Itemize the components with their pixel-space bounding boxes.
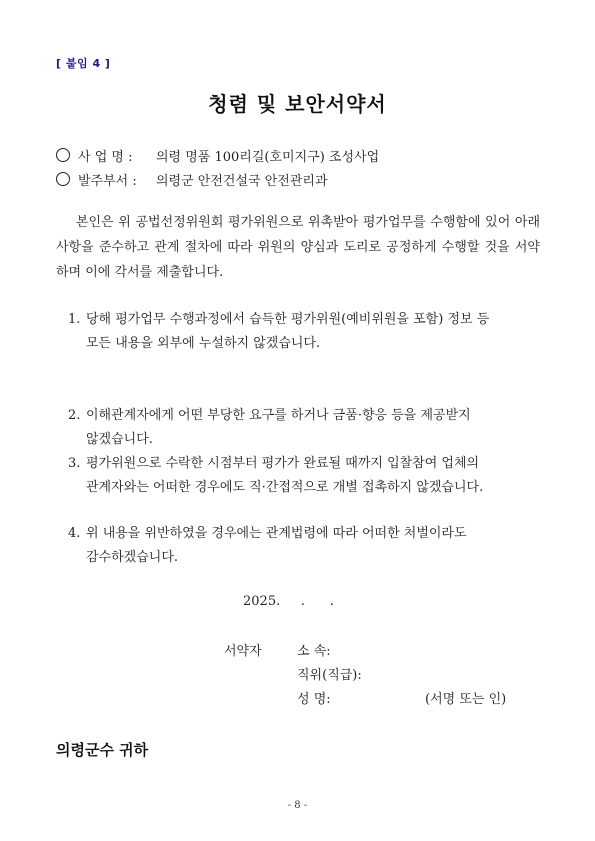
item-text-line2: 않겠습니다. [86, 432, 153, 447]
intro-paragraph: 본인은 위 공법선정위원회 평가위원으로 위촉받아 평가업무를 수행함에 있어 아래사항을 준수하고 관계 절차에 따라 위원의 양심과 도리로 공정하게 수행할 것을 서약하며 이에 각서를 제출합니다. [56, 215, 540, 280]
department-value: 의령군 안전건설국 안전관리과 [156, 174, 328, 189]
affiliation-label: 소 속: [297, 644, 331, 659]
item-text-line1: 위 내용을 위반하였을 경우에는 관계법령에 따라 어떠한 처벌이라도 [86, 526, 467, 541]
item-number: 3. [68, 456, 81, 471]
page-number: - 8 - [287, 800, 308, 811]
department-info [56, 170, 328, 189]
item-text-line2: 관계자와는 어떠한 경우에도 직·간접적으로 개별 접촉하지 않겠습니다. [86, 480, 484, 495]
item-number: 1. [68, 312, 81, 327]
item-text-line1: 이해관계자에게 어떤 부당한 요구를 하거나 금품·향응 등을 제공받지 [86, 408, 471, 423]
project-info [56, 146, 379, 165]
pledge-item [68, 522, 540, 570]
position-label: 직위(직급): [297, 668, 362, 683]
item-text-line1: 당해 평가업무 수행과정에서 습득한 평가위원(예비위원을 포함) 정보 등 [86, 312, 490, 327]
document-title: 청렴 및 보안서약서 [208, 92, 387, 116]
department-label: 발주부서 : [78, 174, 137, 189]
pledge-item [68, 308, 540, 356]
name-label: 성 명: [297, 692, 331, 707]
pledge-date: 2025. . . [243, 594, 334, 609]
item-text-line2: 감수하겠습니다. [86, 550, 179, 565]
item-text-line2: 모든 내용을 외부에 누설하지 않겠습니다. [86, 336, 321, 351]
pledge-item [68, 452, 540, 500]
attachment-label: [ 붙임 4 ] [56, 57, 111, 70]
recipient: 의령군수 귀하 [56, 741, 149, 759]
circle-bullet-icon [56, 148, 70, 162]
pledge-item [68, 404, 540, 452]
item-text-line1: 평가위원으로 수락한 시점부터 평가가 완료될 때까지 입찰참여 업체의 [86, 456, 480, 471]
project-value: 의령 명품 100리길(호미지구) 조성사업 [156, 150, 380, 165]
item-number: 2. [68, 408, 81, 423]
circle-bullet-icon [56, 172, 70, 186]
signer-label: 서약자 [224, 644, 262, 659]
item-number: 4. [68, 526, 81, 541]
project-label: 사 업 명 : [78, 150, 133, 165]
signature-note: (서명 또는 인) [425, 692, 507, 707]
